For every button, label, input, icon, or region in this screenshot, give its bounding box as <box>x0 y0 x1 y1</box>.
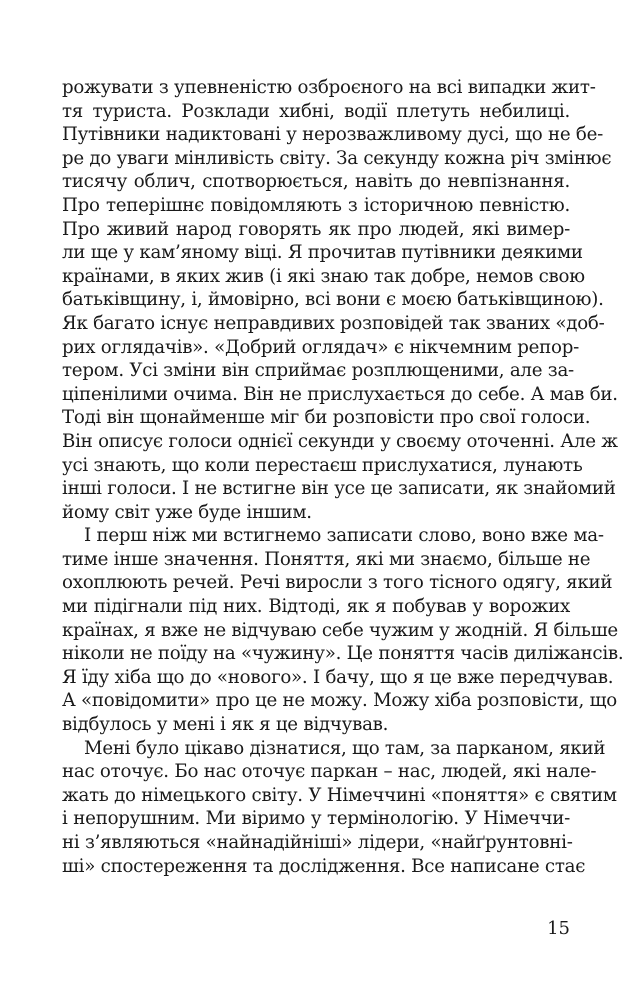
text-line: ші» спостереження та дослідження. Все написане стає <box>62 855 586 877</box>
text-line: І перш ніж ми встигнемо записати слово, воно вже ма- <box>84 525 604 547</box>
paragraph <box>62 76 618 524</box>
text-line: відбулось у мені і як я це відчував. <box>62 714 389 736</box>
page-number: 15 <box>547 918 570 939</box>
text-line: йому світ уже буде іншим. <box>62 501 312 523</box>
text-line: і непорушним. Ми віримо у термінологію. У Німеччи- <box>62 808 570 830</box>
text-line: Про теперішнє повідомляють з історичною певністю. <box>62 194 570 216</box>
text-line: ли ще у кам’яному віці. Я прочитав путівники деякими <box>62 242 583 264</box>
text-line: Він описує голоси однієї секунди у своєму оточенні. Але ж <box>62 430 618 452</box>
text-line: батьківщину, і, ймовірно, всі вони є моєю батьківщиною). <box>62 289 604 311</box>
paragraph <box>62 524 624 736</box>
text-line: тером. Усі зміни він сприймає розплющеними, але за- <box>62 360 574 382</box>
text-line: Як багато існує неправдивих розповідей так званих «доб- <box>62 312 605 334</box>
text-line: Путівники надиктовані у нерозважливому дусі, що не бе- <box>62 124 603 146</box>
text-line: Про живий народ говорять як про людей, які вимер- <box>62 218 570 240</box>
text-line: тиме інше значення. Поняття, які ми знаємо, більше не <box>62 548 591 570</box>
text-line: ре до уваги мінливість світу. За секунду кожна річ змінює <box>62 147 612 169</box>
text-line: тисячу облич, спотворюється, навіть до невпізнання. <box>62 171 570 193</box>
paragraph <box>62 737 617 879</box>
text-line: інші голоси. І не встигне він усе це записати, як знайомий <box>62 478 616 500</box>
text-line: усі знають, що коли перестаєш прислухатися, лунають <box>62 454 583 476</box>
text-line: ні з’являються «найнадійніші» лідери, «найґрунтовні- <box>62 832 573 853</box>
text-line: тя туриста. Розклади хибні, водії плетуть небилиці. <box>62 100 570 122</box>
text-line: країнами, в яких жив (і які знаю так добре, немов свою <box>62 265 585 287</box>
text-line: Я їду хіба що до «нового». І бачу, що я це вже передчував. <box>62 666 614 688</box>
text-line: ціпенілими очима. Він не прислухається до себе. А мав би. <box>62 383 618 405</box>
text-line: жать до німецького світу. У Німеччині «поняття» є святим <box>62 784 617 806</box>
text-line: ми підігнали під них. Відтоді, як я побував у ворожих <box>62 596 570 618</box>
text-line: А «повідомити» про це не можу. Можу хіба розповісти, що <box>62 690 617 712</box>
text-line: ніколи не поїду на «чужину». Це поняття часів диліжансів. <box>62 643 624 665</box>
body-text <box>62 76 624 878</box>
text-line: нас оточує. Бо нас оточує паркан – нас, людей, які нале- <box>62 761 597 783</box>
text-line: Мені було цікаво дізнатися, що там, за парканом, який <box>84 737 606 759</box>
text-line: рожувати з упевненістю озброєного на всі випадки жит- <box>62 77 596 98</box>
text-line: рих оглядачів». «Добрий оглядач» є нікчемним репор- <box>62 336 579 358</box>
text-line: охоплюють речей. Речі виросли з того тісного одягу, який <box>62 572 613 594</box>
text-line: Тоді він щонайменше міг би розповісти про свої голоси. <box>62 407 591 429</box>
text-line: країнах, я вже не відчуваю себе чужим у жодній. Я більше <box>62 619 618 641</box>
